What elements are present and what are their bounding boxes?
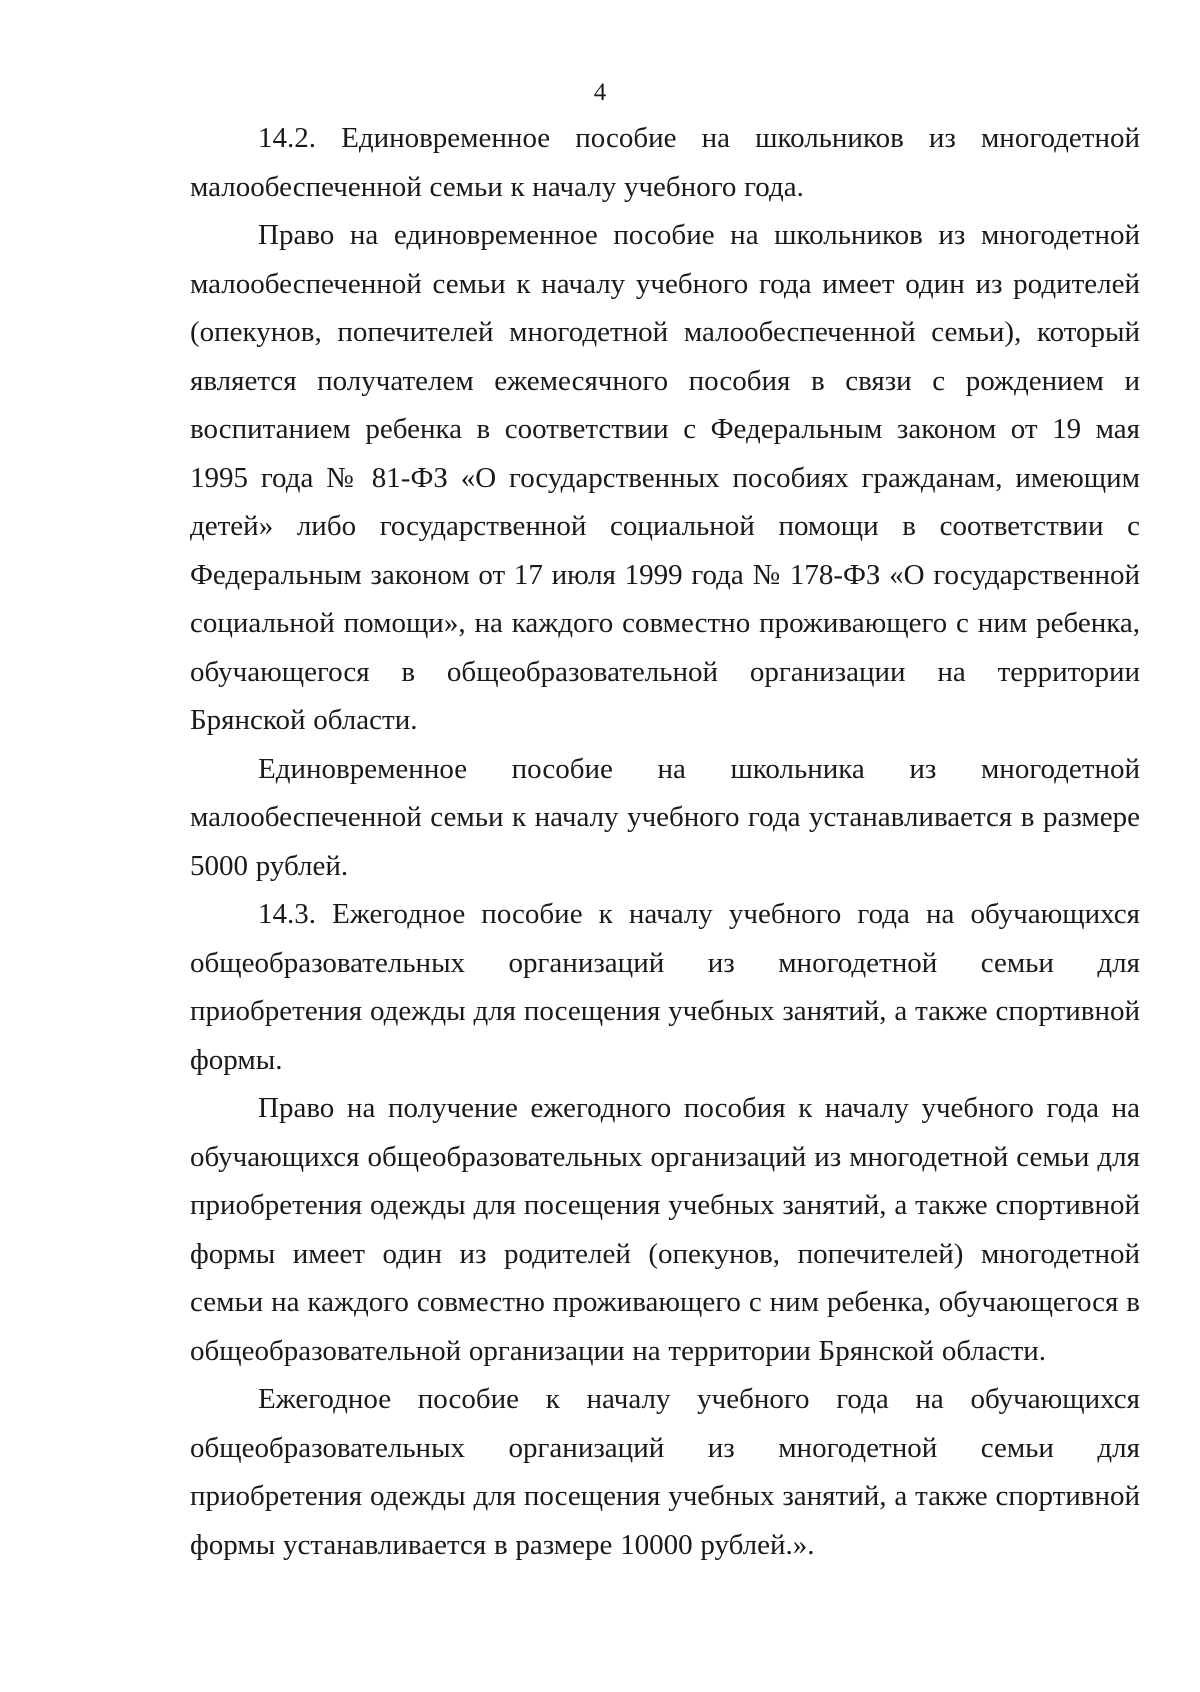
paragraph-14-3-eligibility: Право на получение ежегодного пособия к началу учебного года на обучающихся общеобразовательных организаций из многодетной семьи для приобретения одежды для посещения учебных занятий, а также спортивной формы имеет один из родителей (опекунов, попечителей) многодетной семьи на каждого совместно проживающего с ним ребенка, обучающегося в общеобразовательной организации на территории Брянской области.	[190, 1092, 1140, 1367]
paragraph-14-3-amount: Ежегодное пособие к началу учебного года на обучающихся общеобразовательных организаций из многодетной семьи для приобретения одежды для посещения учебных занятий, а также спортивной формы устанавливается в размере 10000 рублей.».	[190, 1383, 1140, 1561]
paragraph-14-2-heading: 14.2. Единовременное пособие на школьников из многодетной малообеспеченной семьи к началу учебного года.	[190, 122, 1140, 203]
page-number: 4	[593, 79, 607, 106]
paragraph-14-2-eligibility: Право на единовременное пособие на школьников из многодетной малообеспеченной семьи к началу учебного года имеет один из родителей (опекунов, попечителей многодетной малообеспеченной семьи), который является получателем ежемесячного пособия в связи с рождением и воспитанием ребенка в соответствии с Федеральным законом от 19 мая 1995 года № 81-ФЗ «О государственных пособиях гражданам, имеющим детей» либо государственной социальной помощи в соответствии с Федеральным законом от 17 июля 1999 года № 178-ФЗ «О государственной социальной помощи», на каждого совместно проживающего с ним ребенка, обучающегося в общеобразовательной организации на территории Брянской области.	[190, 219, 1140, 736]
paragraph-14-3-heading: 14.3. Ежегодное пособие к началу учебного года на обучающихся общеобразовательных организаций из многодетной семьи для приобретения одежды для посещения учебных занятий, а также спортивной формы.	[190, 898, 1140, 1076]
paragraph-14-2-amount: Единовременное пособие на школьника из многодетной малообеспеченной семьи к началу учебного года устанавливается в размере 5000 рублей.	[190, 752, 1140, 882]
document-body	[190, 114, 1140, 1569]
